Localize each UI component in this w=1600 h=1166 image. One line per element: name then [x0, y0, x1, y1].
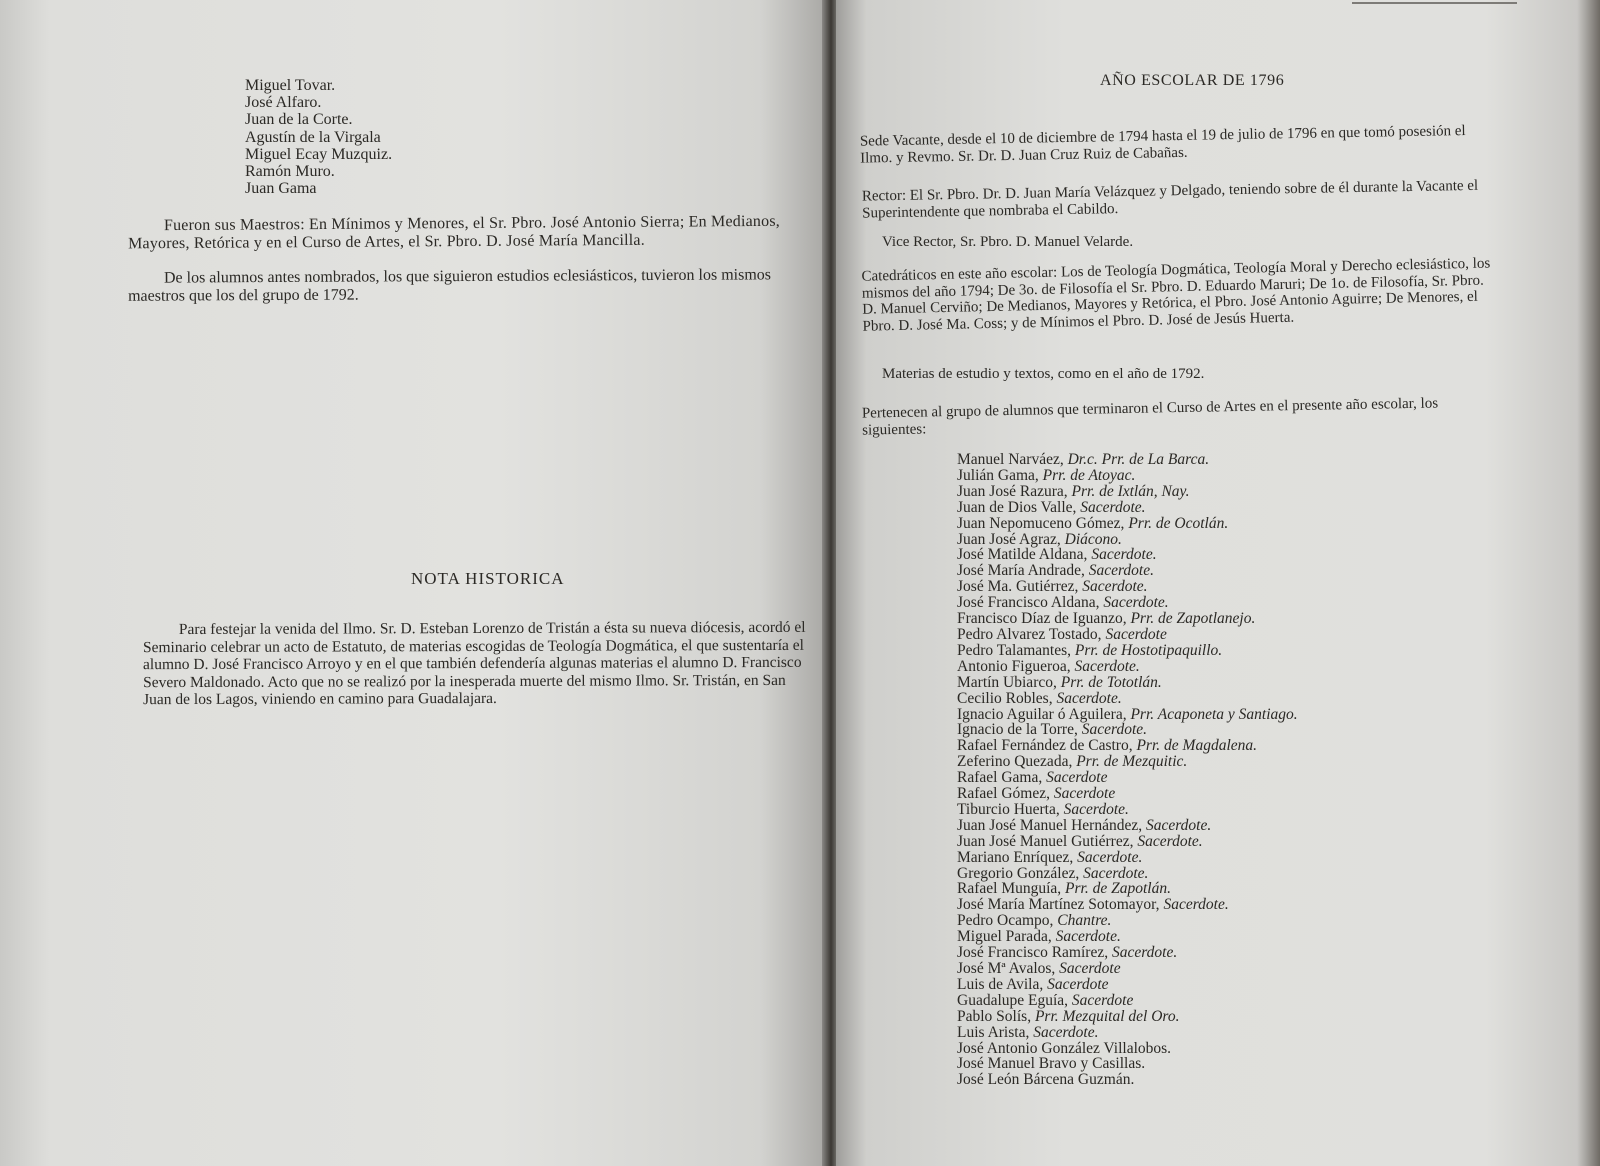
student-name: Rafael Munguía,	[957, 880, 1062, 898]
student-row	[957, 881, 1298, 897]
student-title: Sacerdote.	[1111, 944, 1178, 962]
student-row	[957, 961, 1298, 977]
student-name: José Francisco Ramírez,	[957, 944, 1109, 962]
student-row	[957, 500, 1298, 516]
student-row	[957, 754, 1298, 770]
student-name: Pedro Ocampo,	[957, 912, 1054, 930]
student-title: Sacerdote	[1059, 960, 1121, 977]
list-item: Ramón Muro.	[245, 163, 335, 181]
student-row	[957, 786, 1298, 802]
student-name: José Matilde Aldana,	[957, 546, 1088, 564]
student-row	[957, 563, 1298, 579]
student-name: Francisco Díaz de Iguanzo,	[957, 610, 1127, 628]
student-name: Ignacio de la Torre,	[957, 721, 1078, 739]
student-row	[957, 643, 1298, 659]
student-name: Zeferino Quezada,	[957, 753, 1073, 771]
student-row	[957, 627, 1298, 643]
student-row	[957, 484, 1298, 500]
student-row	[957, 468, 1298, 484]
maestros-paragraph: Fueron sus Maestros: En Mínimos y Menores, el Sr. Pbro. José Antonio Sierra; En Medianos, Mayores, Retórica y en el Curso de Artes, el Sr. Pbro. D. José María Mancilla.	[128, 212, 780, 253]
catedraticos-paragraph: Catedráticos en este año escolar: Los de Teología Dogmática, Teología Moral y Derecho eclesiástico, los mismos del año 1794; De 3o. de Filosofía el Sr. Pbro. D. Eduardo Maruri; De 1o. de Filosofía, Sr. Pbro. D. Manuel Cerviño; De Medianos, Mayores y Retórica, el Pbro. José Antonio Aguirre; De Menores, el Pbro. D. José Ma. Coss; y de Mínimos el Pbro. D. José de Jesús Huerta.	[861, 255, 1491, 335]
student-row	[957, 1025, 1298, 1041]
student-title: Prr. Mezquital del Oro.	[1034, 1007, 1180, 1025]
student-row	[957, 707, 1298, 723]
student-name: José María Martínez Sotomayor,	[957, 896, 1160, 914]
list-item: Agustín de la Virgala	[245, 128, 381, 146]
student-name: José Mª Avalos,	[957, 960, 1056, 977]
page-edge-line	[1352, 2, 1517, 4]
pertenecen-paragraph: Pertenecen al grupo de alumnos que terminaron el Curso de Artes en el presente año escolar, los siguientes:	[861, 395, 1439, 439]
nota-historica-heading: NOTA HISTORICA	[411, 569, 565, 588]
student-title: Diácono.	[1064, 530, 1122, 548]
student-name: Guadalupe Eguía,	[957, 991, 1069, 1009]
page-header: AÑO ESCOLAR DE 1796	[1100, 72, 1285, 89]
student-title: Sacerdote.	[1063, 800, 1129, 818]
student-name: Rafael Gómez,	[957, 785, 1050, 803]
nota-historica-paragraph: Para festejar la venida del Ilmo. Sr. D. Esteban Lorenzo de Tristán a ésta su nueva diócesis, acordó el Seminario celebrar un acto de Estatuto, de materias escogidas de Teología Dogmática, el que sustentaría el alumno D. José Francisco Arroyo y en el que también defendería algunas materias el alumno D. Francisco Severo Maldonado. Acto que no se realizó por la inesperada muerte del mismo Ilmo. Sr. Tristán, en San Juan de los Lagos, viniendo en camino para Guadalajara.	[142, 618, 806, 709]
list-item: Juan de la Corte.	[245, 111, 353, 129]
list-item: José Alfaro.	[245, 94, 322, 112]
student-name: Miguel Parada,	[957, 928, 1052, 946]
student-row	[957, 532, 1298, 548]
student-title: Sacerdote.	[1091, 546, 1157, 564]
student-name: Rafael Fernández de Castro,	[957, 737, 1133, 755]
student-title: Prr. de Magdalena.	[1136, 737, 1258, 755]
student-name: Juan de Dios Valle,	[957, 498, 1077, 516]
student-title: Prr. de Zapotlanejo.	[1130, 610, 1256, 628]
student-title: Dr.c. Prr. de La Barca.	[1067, 451, 1210, 468]
student-title: Prr. de Atoyac.	[1042, 466, 1136, 484]
student-name: Juan Nepomuceno Gómez,	[957, 514, 1125, 532]
student-row	[957, 675, 1298, 691]
student-title: Sacerdote.	[1103, 594, 1169, 612]
sede-vacante-paragraph: Sede Vacante, desde el 10 de diciembre de 1794 hasta el 19 de julio de 1796 en que tomó posesión el Ilmo. y Revmo. Sr. Dr. D. Juan Cruz Ruiz de Cabañas.	[859, 123, 1466, 167]
student-name: Juan José Manuel Hernández,	[957, 816, 1143, 834]
student-row	[957, 993, 1298, 1009]
student-row	[957, 818, 1298, 834]
students-list	[957, 452, 1298, 1088]
student-name: Juan José Manuel Gutiérrez,	[957, 832, 1134, 850]
student-title: Sacerdote.	[1163, 896, 1229, 914]
student-name: José Francisco Aldana,	[957, 594, 1100, 612]
student-title: Sacerdote.	[1145, 816, 1212, 834]
student-title: Prr. de Mezquitic.	[1076, 753, 1188, 771]
student-name: Antonio Figueroa,	[957, 657, 1071, 675]
student-row	[957, 722, 1298, 738]
student-title: Prr. de Ixtlán, Nay.	[1071, 482, 1190, 500]
student-title: Prr. de Zapotlán.	[1065, 880, 1171, 898]
student-name: Pedro Talamantes,	[957, 641, 1071, 659]
student-row	[957, 770, 1298, 786]
rector-paragraph: Rector: El Sr. Pbro. Dr. D. Juan María Velázquez y Delgado, teniendo sobre de él durante la Vacante el Superintendente que nombraba el Cabildo.	[861, 177, 1479, 222]
student-title: Sacerdote	[1053, 785, 1116, 803]
student-name: Tiburcio Huerta,	[957, 800, 1060, 818]
student-title: Sacerdote	[1046, 769, 1108, 787]
student-title: Sacerdote.	[1137, 832, 1203, 850]
student-row	[957, 802, 1298, 818]
student-name: José León Bárcena Guzmán.	[957, 1071, 1135, 1089]
student-name: Martín Ubiarco,	[957, 673, 1057, 691]
student-row	[957, 738, 1298, 754]
student-title: Sacerdote.	[1056, 689, 1122, 707]
student-row	[957, 1041, 1298, 1057]
student-name: Pablo Solís,	[957, 1007, 1032, 1025]
student-name: Manuel Narváez,	[957, 451, 1064, 468]
student-name: Juan José Razura,	[957, 482, 1068, 500]
student-row	[957, 977, 1298, 993]
student-row	[957, 945, 1298, 961]
student-name: Luis Arista,	[957, 1023, 1030, 1041]
student-row	[957, 595, 1298, 611]
student-name: José Antonio González Villalobos.	[957, 1039, 1172, 1057]
student-title: Sacerdote.	[1074, 657, 1140, 675]
student-title: Sacerdote.	[1055, 928, 1121, 946]
student-row	[957, 866, 1298, 882]
student-row	[957, 611, 1298, 627]
student-name: Gregorio González,	[957, 864, 1080, 882]
student-title: Sacerdote.	[1088, 562, 1154, 580]
student-row	[957, 1009, 1298, 1025]
student-row	[957, 452, 1298, 468]
list-item: Miguel Ecay Muzquiz.	[245, 145, 393, 163]
student-title: Sacerdote.	[1081, 721, 1148, 739]
student-title: Sacerdote	[1105, 625, 1167, 643]
student-title: Sacerdote	[1071, 991, 1134, 1009]
student-name: Luis de Avila,	[957, 975, 1044, 993]
student-title: Sacerdote	[1047, 975, 1109, 993]
left-names-list	[245, 77, 392, 197]
student-row	[957, 929, 1298, 945]
student-title: Sacerdote.	[1082, 578, 1148, 596]
student-name: José María Andrade,	[957, 562, 1085, 580]
student-title: Prr. de Tototlán.	[1060, 673, 1162, 691]
student-name: José Manuel Bravo y Casillas.	[957, 1055, 1146, 1073]
alumnos-paragraph: De los alumnos antes nombrados, los que siguieron estudios eclesiásticos, tuvieron los mismos maestros que los del grupo de 1792.	[128, 266, 772, 305]
student-title: Prr. de Ocotlán.	[1128, 514, 1229, 532]
student-name: Mariano Enríquez,	[957, 848, 1074, 866]
list-item: Juan Gama	[245, 180, 317, 198]
student-title: Prr. Acaponeta y Santiago.	[1130, 705, 1298, 723]
student-name: Pedro Alvarez Tostado,	[957, 625, 1102, 643]
student-row	[957, 897, 1298, 913]
student-title: Prr. de Hostotipaquillo.	[1074, 641, 1223, 659]
vice-rector-paragraph: Vice Rector, Sr. Pbro. D. Manuel Velarde.	[882, 234, 1134, 250]
student-name: Rafael Gama,	[957, 769, 1043, 787]
student-row	[957, 547, 1298, 563]
student-row	[957, 1072, 1298, 1088]
student-name: Ignacio Aguilar ó Aguilera,	[957, 705, 1127, 723]
student-row	[957, 691, 1298, 707]
student-name: Cecilio Robles,	[957, 689, 1053, 707]
student-title: Chantre.	[1057, 912, 1112, 930]
student-row	[957, 659, 1298, 675]
materias-paragraph: Materias de estudio y textos, como en el año de 1792.	[882, 366, 1205, 382]
student-title: Sacerdote.	[1080, 498, 1146, 516]
student-title: Sacerdote.	[1083, 864, 1149, 882]
student-name: Julián Gama,	[957, 466, 1039, 484]
student-title: Sacerdote.	[1033, 1023, 1099, 1041]
student-row	[957, 913, 1298, 929]
student-name: José Ma. Gutiérrez,	[957, 578, 1079, 596]
student-row	[957, 850, 1298, 866]
list-item: Miguel Tovar.	[245, 77, 336, 94]
student-name: Juan José Agraz,	[957, 530, 1061, 548]
student-row	[957, 1056, 1298, 1072]
student-row	[957, 834, 1298, 850]
student-row	[957, 579, 1298, 595]
student-title: Sacerdote.	[1077, 848, 1143, 866]
student-row	[957, 516, 1298, 532]
